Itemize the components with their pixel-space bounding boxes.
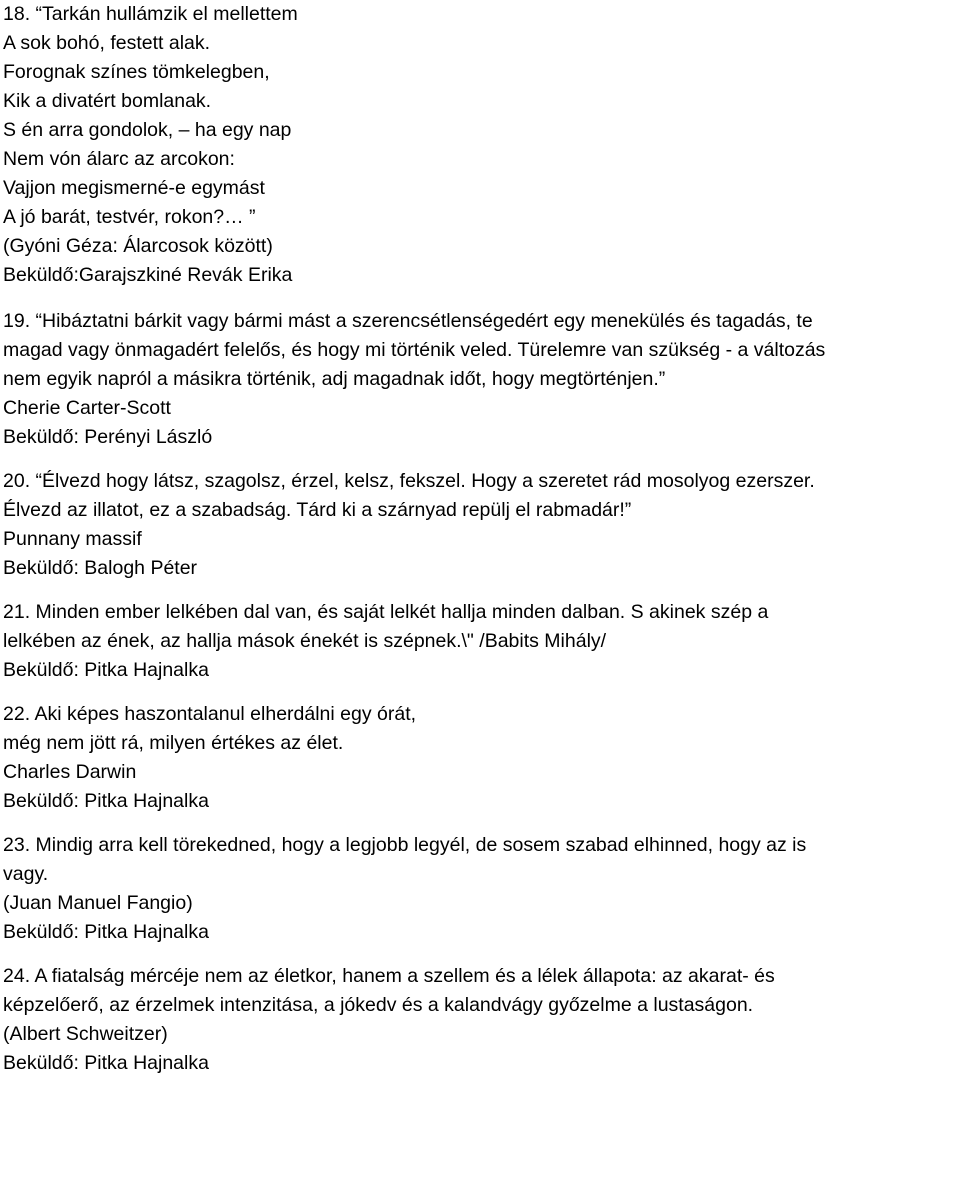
quote-author: (Albert Schweitzer) — [3, 1023, 168, 1045]
quote-sender: Beküldő: Pitka Hajnalka — [3, 1052, 209, 1074]
quote-sender: Beküldő: Perényi László — [3, 426, 213, 448]
quote-entry-22 — [3, 700, 958, 816]
entry-spacer — [3, 583, 958, 598]
quote-line: Vajjon megismerné-e egymást — [3, 177, 265, 199]
quote-entry-20 — [3, 467, 958, 583]
entry-spacer — [3, 452, 958, 467]
quote-sender: Beküldő: Balogh Péter — [3, 557, 198, 579]
quote-line: 22. Aki képes haszontalanul elherdálni egy órát, — [3, 703, 417, 725]
quote-author: (Gyóni Géza: Álarcosok között) — [3, 235, 273, 257]
quote-entry-18 — [3, 0, 958, 290]
entry-spacer — [3, 947, 958, 962]
quote-sender: Beküldő: Pitka Hajnalka — [3, 659, 209, 681]
quote-entry-21 — [3, 598, 958, 685]
quote-entry-23 — [3, 831, 958, 947]
quote-line: 24. A fiatalság mércéje nem az életkor, hanem a szellem és a lélek állapota: az akarat- és — [3, 965, 775, 987]
quote-line: Kik a divatért bomlanak. — [3, 90, 212, 112]
quote-line: A jó barát, testvér, rokon?… ” — [3, 206, 256, 228]
entry-spacer — [3, 290, 958, 307]
entry-spacer — [3, 816, 958, 831]
entry-spacer — [3, 685, 958, 700]
quote-author: Cherie Carter-Scott — [3, 397, 171, 419]
quote-line: még nem jött rá, milyen értékes az élet. — [3, 732, 344, 754]
quote-line: lelkében az ének, az hallja mások énekét is szépnek.\" /Babits Mihály/ — [3, 630, 607, 652]
quote-line: 21. Minden ember lelkében dal van, és saját lelkét hallja minden dalban. S akinek szép a — [3, 601, 769, 623]
quote-sender: Beküldő:Garajszkiné Revák Erika — [3, 264, 293, 286]
quote-line: magad vagy önmagadért felelős, és hogy mi történik veled. Türelemre van szükség - a változás — [3, 339, 826, 361]
quote-document — [3, 0, 958, 1078]
quote-sender: Beküldő: Pitka Hajnalka — [3, 790, 209, 812]
quote-line: 18. “Tarkán hullámzik el mellettem — [3, 3, 298, 25]
quote-line: Forognak színes tömkelegben, — [3, 61, 270, 83]
quote-author: (Juan Manuel Fangio) — [3, 892, 193, 914]
quote-sender: Beküldő: Pitka Hajnalka — [3, 921, 209, 943]
quote-line: Élvezd az illatot, ez a szabadság. Tárd ki a szárnyad repülj el rabmadár!” — [3, 499, 632, 521]
quote-line: 20. “Élvezd hogy látsz, szagolsz, érzel, kelsz, fekszel. Hogy a szeretet rád mosolyog ezerszer. — [3, 470, 815, 492]
quote-line: nem egyik napról a másikra történik, adj magadnak időt, hogy megtörténjen.” — [3, 368, 666, 390]
quote-line: képzelőerő, az érzelmek intenzitása, a jókedv és a kalandvágy győzelme a lustaságon. — [3, 994, 754, 1016]
quote-line: A sok bohó, festett alak. — [3, 32, 211, 54]
quote-author: Punnany massif — [3, 528, 142, 550]
quote-author: Charles Darwin — [3, 761, 137, 783]
quote-line: 23. Mindig arra kell törekedned, hogy a legjobb legyél, de sosem szabad elhinned, hogy az is — [3, 834, 807, 856]
quote-line: 19. “Hibáztatni bárkit vagy bármi mást a szerencsétlenségedért egy menekülés és tagadás, te — [3, 310, 813, 332]
quote-line: S én arra gondolok, – ha egy nap — [3, 119, 292, 141]
quote-line: vagy. — [3, 863, 49, 885]
quote-line: Nem vón álarc az arcokon: — [3, 148, 235, 170]
quote-entry-19 — [3, 307, 958, 452]
quote-entry-24 — [3, 962, 958, 1078]
